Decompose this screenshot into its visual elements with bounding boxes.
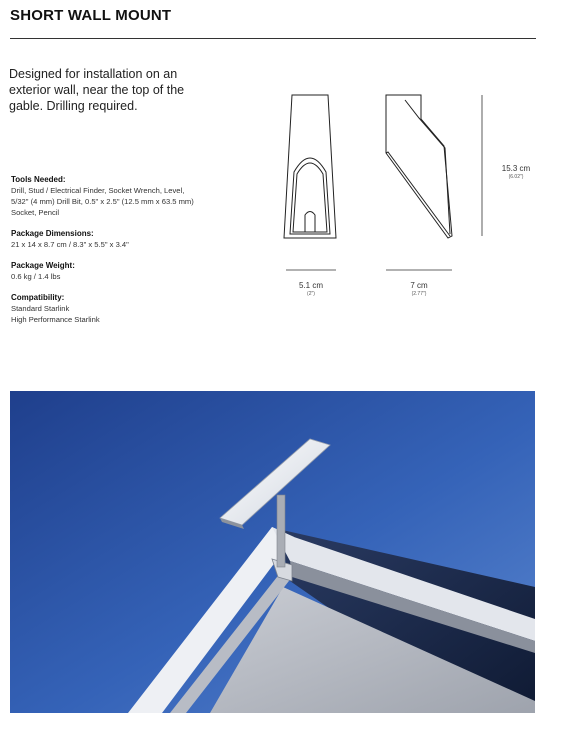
spec-line: Socket, Pencil [11,208,60,217]
spec-line: High Performance Starlink [11,315,100,324]
mount-drawing-svg [280,88,540,308]
spec-line: Drill, Stud / Electrical Finder, Socket Wrench, Level, [11,186,185,195]
intro-text [9,66,209,114]
intro-line: exterior wall, near the top of the [9,83,185,97]
spec-package-dimensions [11,228,251,250]
spec-line: Standard Starlink [11,304,70,313]
width-dimension-label: 5.1 cm [298,281,323,290]
intro-line: Designed for installation on an [9,67,178,81]
title-divider [10,38,536,39]
mount-front-view [284,95,336,238]
mount-technical-drawing [280,88,540,308]
spec-list [11,174,251,335]
height-dimension-inches: (6.02") [508,174,524,180]
spec-package-weight [11,260,251,282]
spec-label: Tools Needed: [11,175,66,184]
intro-line: gable. Drilling required. [9,99,138,113]
depth-dimension-inches: (2.77") [411,291,427,297]
page-title: SHORT WALL MOUNT [10,7,172,24]
spec-compatibility [11,292,251,325]
spec-value [11,271,251,282]
product-photo [10,391,535,713]
spec-line: 0.6 kg / 1.4 lbs [11,272,61,281]
mount-side-view [386,95,452,238]
spec-line: 5/32" (4 mm) Drill Bit, 0.5" x 2.5" (12.5 mm x 63.5 mm) [11,197,194,206]
spec-label: Package Weight: [11,261,75,270]
spec-value [11,185,251,218]
height-dimension-label: 15.3 cm [501,164,531,173]
width-dimension-inches: (2") [307,291,315,297]
spec-value [11,239,251,250]
spec-tools [11,174,251,218]
spec-line: 21 x 14 x 8.7 cm / 8.3" x 5.5" x 3.4" [11,240,129,249]
roof-mount-illustration [10,391,535,713]
spec-label: Compatibility: [11,293,65,302]
spec-value [11,303,251,325]
depth-dimension-label: 7 cm [410,281,428,290]
spec-label: Package Dimensions: [11,229,94,238]
